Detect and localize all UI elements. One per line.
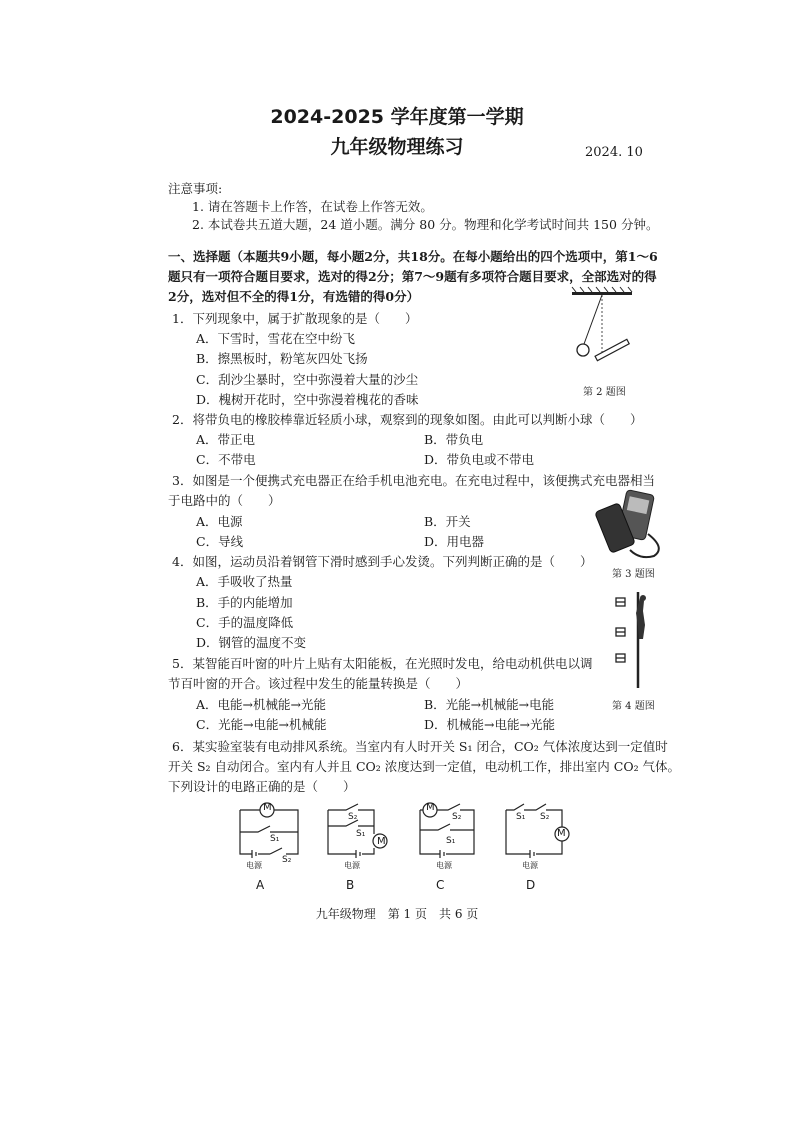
- circuit-d-motor: M: [557, 828, 566, 839]
- fig4-caption: 第 4 题图: [612, 701, 655, 712]
- q2-stem: 2．将带负电的橡胶棒靠近轻质小球，观察到的现象如图。由此可以判断小球（ ）: [172, 412, 643, 427]
- exam-subtitle: 九年级物理练习: [330, 136, 464, 158]
- circuit-d-diagram: [502, 800, 578, 870]
- q6-stem-1: 6．某实验室装有电动排风系统。当室内有人时开关 S₁ 闭合，CO₂ 气体浓度达到一定值时: [172, 739, 668, 754]
- q4-stem: 4．如图，运动员沿着钢管下滑时感到手心发烫。下列判断正确的是（ ）: [172, 554, 593, 569]
- q2-option-b: B．带负电: [424, 432, 484, 447]
- circuit-a-motor: M: [263, 802, 272, 813]
- q4-option-c: C．手的温度降低: [196, 615, 294, 630]
- notice-item-2: 2. 本试卷共五道大题，24 道小题。满分 80 分。物理和化学考试时间共 150 分钟。: [192, 217, 659, 232]
- q3-option-d: D．用电器: [424, 534, 485, 549]
- q1-option-a: A．下雪时，雪花在空中纷飞: [196, 331, 356, 346]
- section1-intro-2: 题只有一项符合题目要求，选对的得2分；第7～9题有多项符合题目要求，全部选对的得: [168, 269, 657, 284]
- q3-option-c: C．导线: [196, 534, 244, 549]
- q5-option-d: D．机械能→电能→光能: [424, 717, 555, 732]
- q3-stem-2: 于电路中的（ ）: [168, 493, 281, 508]
- q6-stem-3: 下列设计的电路正确的是（ ）: [168, 779, 356, 794]
- circuit-c-s1: S₁: [446, 836, 456, 846]
- circuit-b-s2: S₂: [348, 812, 358, 822]
- q6-stem-2: 开关 S₂ 自动闭合。室内有人并且 CO₂ 浓度达到一定值，电动机工作，排出室内 CO₂ 气体。: [168, 759, 681, 774]
- q4-option-d: D．钢管的温度不变: [196, 635, 307, 650]
- page-footer: 九年级物理 第 1 页 共 6 页: [315, 907, 479, 921]
- q2-option-d: D．带负电或不带电: [424, 452, 535, 467]
- fig2-caption: 第 2 题图: [583, 387, 626, 398]
- q1-option-c: C．刮沙尘暴时，空中弥漫着大量的沙尘: [196, 372, 419, 387]
- q4-option-a: A．手吸收了热量: [196, 574, 293, 589]
- q2-option-a: A．带正电: [196, 432, 256, 447]
- circuit-d-label: D: [526, 878, 536, 892]
- circuit-a-s1: S₁: [270, 834, 280, 844]
- fig4-pole-athlete: [610, 592, 660, 692]
- circuit-b-s1: S₁: [356, 829, 366, 839]
- circuit-c-s2: S₂: [452, 812, 462, 822]
- q3-option-a: A．电源: [196, 514, 243, 529]
- q5-option-b: B．光能→机械能→电能: [424, 697, 555, 712]
- exam-title: 2024-2025 学年度第一学期: [270, 106, 524, 128]
- q1-option-b: B．擦黑板时，粉笔灰四处飞扬: [196, 351, 368, 366]
- q4-option-b: B．手的内能增加: [196, 595, 293, 610]
- circuit-d-s2: S₂: [540, 812, 550, 822]
- q2-option-c: C．不带电: [196, 452, 256, 467]
- circuit-b-label: B: [346, 878, 355, 892]
- q5-stem-1: 5．某智能百叶窗的叶片上贴有太阳能板，在光照时发电，给电动机供电以调: [172, 656, 593, 671]
- circuit-a-source: 电源: [246, 861, 262, 870]
- circuit-a-label: A: [256, 878, 265, 892]
- circuit-c-label: C: [436, 878, 445, 892]
- q5-stem-2: 节百叶窗的开合。该过程中发生的能量转换是（ ）: [168, 676, 469, 691]
- q3-stem-1: 3．如图是一个便携式充电器正在给手机电池充电。在充电过程中，该便携式充电器相当: [172, 473, 655, 488]
- exam-date: 2024. 10: [585, 145, 643, 160]
- fig2-pendulum-diagram: [570, 292, 640, 382]
- circuit-d-source: 电源: [522, 861, 538, 870]
- circuit-c-motor: M: [426, 802, 435, 813]
- q1-option-d: D．槐树开花时，空中弥漫着槐花的香味: [196, 392, 419, 407]
- q3-option-b: B．开关: [424, 514, 471, 529]
- q5-option-c: C．光能→电能→机械能: [196, 717, 327, 732]
- circuit-a-s2: S₂: [282, 855, 292, 865]
- q1-stem: 1．下列现象中，属于扩散现象的是（ ）: [172, 311, 418, 326]
- section1-intro-3: 2分，选对但不全的得1分，有选错的得0分）: [168, 289, 420, 304]
- notice-heading: 注意事项:: [168, 181, 223, 196]
- circuit-b-source: 电源: [344, 861, 360, 870]
- circuit-c-source: 电源: [436, 861, 452, 870]
- q5-option-a: A．电能→机械能→光能: [196, 697, 326, 712]
- fig3-caption: 第 3 题图: [612, 569, 655, 580]
- circuit-b-motor: M: [377, 836, 386, 847]
- section1-intro-1: 一、选择题（本题共9小题，每小题2分，共18分。在每小题给出的四个选项中，第1～6: [168, 249, 658, 264]
- fig3-charger-photo: [596, 490, 676, 562]
- notice-item-1: 1. 请在答题卡上作答，在试卷上作答无效。: [192, 199, 433, 214]
- circuit-d-s1: S₁: [516, 812, 526, 822]
